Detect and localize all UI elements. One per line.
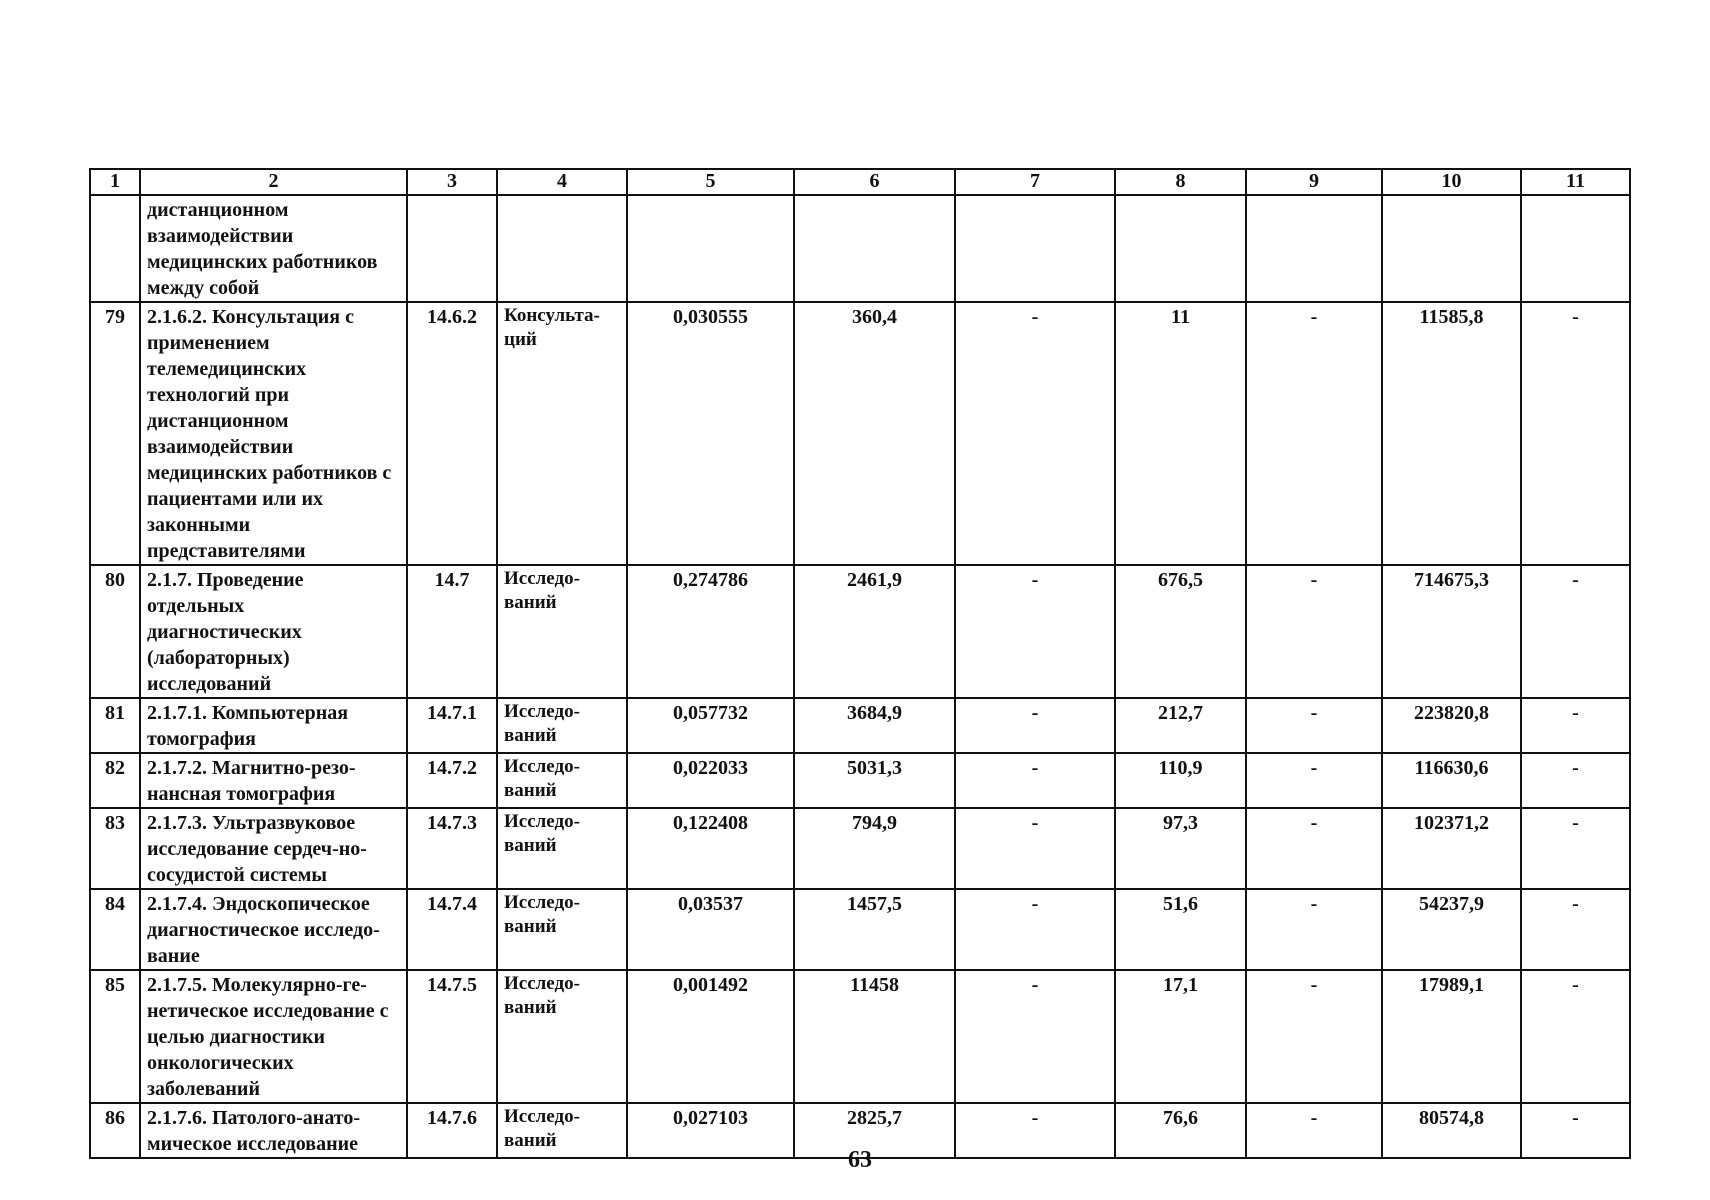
unit-of-measure: Исследо-ваний [497,808,627,889]
col-10-value: 714675,3 [1382,565,1521,698]
col-11-value: - [1521,1103,1630,1158]
col-6-value: 360,4 [794,302,955,565]
header-col-5: 5 [627,169,794,195]
col-7-value: - [955,889,1115,970]
col-7-value: - [955,698,1115,753]
col-11-value: - [1521,753,1630,808]
col-10-value: 80574,8 [1382,1103,1521,1158]
section-code: 14.7.2 [407,753,497,808]
table-row [90,808,1630,889]
row-number: 80 [90,565,140,698]
unit-of-measure: Исследо-ваний [497,1103,627,1158]
header-col-2: 2 [140,169,407,195]
section-code [407,195,497,302]
col-5-value [627,195,794,302]
col-11-value [1521,195,1630,302]
section-code: 14.7 [407,565,497,698]
col-7-value: - [955,565,1115,698]
col-6-value: 11458 [794,970,955,1103]
col-8-value [1115,195,1246,302]
col-11-value: - [1521,970,1630,1103]
col-10-value: 223820,8 [1382,698,1521,753]
col-7-value: - [955,808,1115,889]
col-5-value: 0,274786 [627,565,794,698]
header-col-9: 9 [1246,169,1382,195]
table-row [90,698,1630,753]
col-6-value: 2825,7 [794,1103,955,1158]
row-number: 81 [90,698,140,753]
col-6-value [794,195,955,302]
unit-of-measure: Исследо-ваний [497,698,627,753]
table-row [90,195,1630,302]
col-5-value: 0,122408 [627,808,794,889]
service-name: 2.1.7. Проведение отдельных диагностических (лабораторных) исследований [140,565,407,698]
unit-of-measure: Исследо-ваний [497,565,627,698]
col-6-value: 1457,5 [794,889,955,970]
col-7-value: - [955,970,1115,1103]
col-6-value: 3684,9 [794,698,955,753]
col-7-value [955,195,1115,302]
page-number: 63 [848,1147,872,1173]
col-9-value: - [1246,808,1382,889]
header-col-6: 6 [794,169,955,195]
data-table [89,168,1631,1159]
header-col-8: 8 [1115,169,1246,195]
col-9-value: - [1246,753,1382,808]
col-6-value: 794,9 [794,808,955,889]
row-number: 79 [90,302,140,565]
table-row [90,889,1630,970]
table-row [90,565,1630,698]
col-8-value: 17,1 [1115,970,1246,1103]
table-row [90,970,1630,1103]
row-number: 82 [90,753,140,808]
service-name: 2.1.7.4. Эндоскопическое диагностическое исследо-вание [140,889,407,970]
col-11-value: - [1521,808,1630,889]
col-9-value: - [1246,698,1382,753]
col-8-value: 51,6 [1115,889,1246,970]
service-name: 2.1.7.1. Компьютерная томография [140,698,407,753]
header-col-3: 3 [407,169,497,195]
service-name: 2.1.7.5. Молекулярно-ге-нетическое исследование с целью диагностики онкологических заболеваний [140,970,407,1103]
col-5-value: 0,022033 [627,753,794,808]
col-5-value: 0,001492 [627,970,794,1103]
header-col-4: 4 [497,169,627,195]
service-name: дистанционном взаимодействии медицинских работников между собой [140,195,407,302]
col-8-value: 11 [1115,302,1246,565]
col-9-value: - [1246,1103,1382,1158]
col-9-value: - [1246,565,1382,698]
col-8-value: 97,3 [1115,808,1246,889]
header-col-10: 10 [1382,169,1521,195]
service-name: 2.1.6.2. Консультация с применением телемедицинских технологий при дистанционном взаимодействии медицинских работников с пациентами или их законными представителями [140,302,407,565]
table-row [90,753,1630,808]
col-10-value: 102371,2 [1382,808,1521,889]
col-11-value: - [1521,698,1630,753]
header-col-11: 11 [1521,169,1630,195]
col-11-value: - [1521,565,1630,698]
service-name: 2.1.7.3. Ультразвуковое исследование сердеч-но-сосудистой системы [140,808,407,889]
section-code: 14.7.3 [407,808,497,889]
service-name: 2.1.7.2. Магнитно-резо-нансная томография [140,753,407,808]
row-number: 85 [90,970,140,1103]
col-10-value [1382,195,1521,302]
section-code: 14.7.5 [407,970,497,1103]
col-9-value: - [1246,970,1382,1103]
header-col-1: 1 [90,169,140,195]
col-10-value: 17989,1 [1382,970,1521,1103]
row-number: 84 [90,889,140,970]
table-header-row [90,169,1630,195]
col-5-value: 0,057732 [627,698,794,753]
unit-of-measure [497,195,627,302]
section-code: 14.7.1 [407,698,497,753]
col-7-value: - [955,1103,1115,1158]
col-9-value [1246,195,1382,302]
section-code: 14.6.2 [407,302,497,565]
row-number [90,195,140,302]
col-10-value: 11585,8 [1382,302,1521,565]
col-9-value: - [1246,889,1382,970]
col-6-value: 2461,9 [794,565,955,698]
col-7-value: - [955,302,1115,565]
col-11-value: - [1521,889,1630,970]
row-number: 86 [90,1103,140,1158]
col-5-value: 0,03537 [627,889,794,970]
section-code: 14.7.4 [407,889,497,970]
unit-of-measure: Консульта-ций [497,302,627,565]
col-5-value: 0,030555 [627,302,794,565]
col-10-value: 116630,6 [1382,753,1521,808]
header-col-7: 7 [955,169,1115,195]
unit-of-measure: Исследо-ваний [497,889,627,970]
col-11-value: - [1521,302,1630,565]
col-8-value: 110,9 [1115,753,1246,808]
col-8-value: 676,5 [1115,565,1246,698]
unit-of-measure: Исследо-ваний [497,970,627,1103]
col-6-value: 5031,3 [794,753,955,808]
col-8-value: 212,7 [1115,698,1246,753]
unit-of-measure: Исследо-ваний [497,753,627,808]
service-name: 2.1.7.6. Патолого-анато-мическое исследование [140,1103,407,1158]
section-code: 14.7.6 [407,1103,497,1158]
row-number: 83 [90,808,140,889]
table-row [90,302,1630,565]
col-7-value: - [955,753,1115,808]
col-5-value: 0,027103 [627,1103,794,1158]
col-9-value: - [1246,302,1382,565]
col-10-value: 54237,9 [1382,889,1521,970]
col-8-value: 76,6 [1115,1103,1246,1158]
